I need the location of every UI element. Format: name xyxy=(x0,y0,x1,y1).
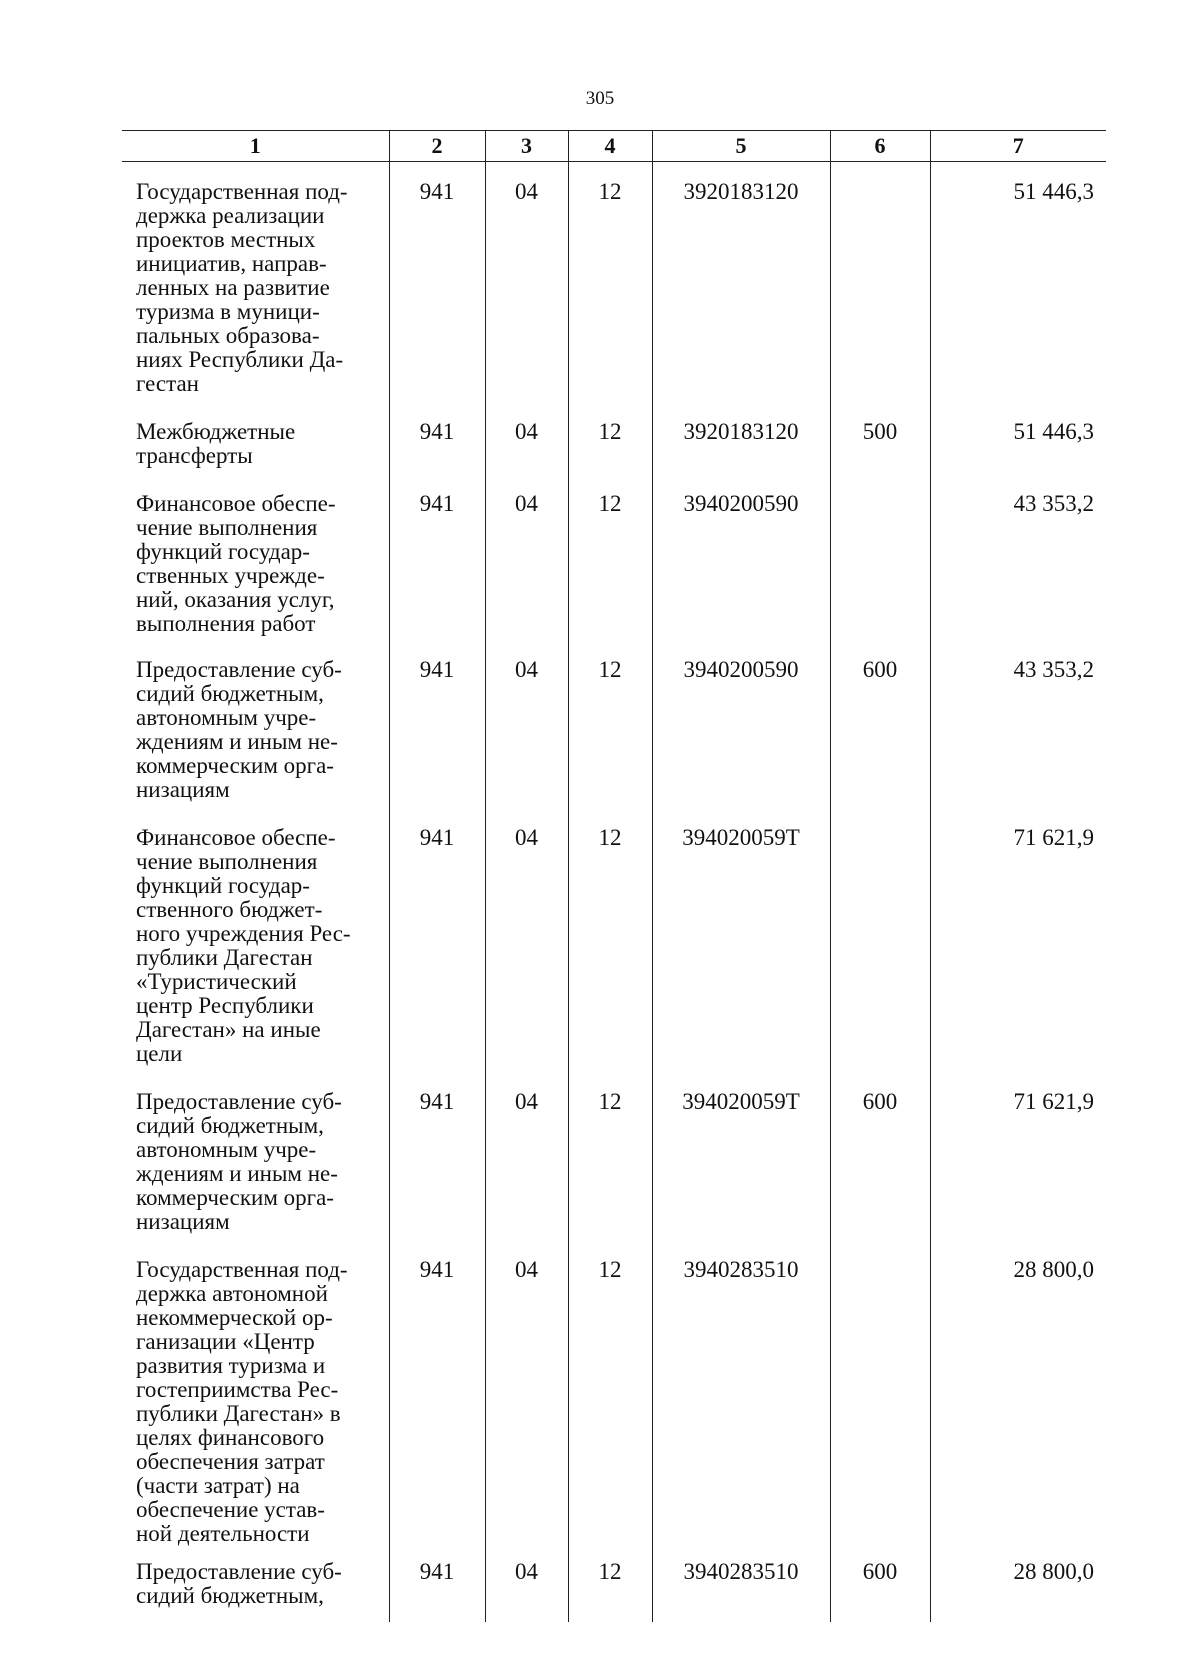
cell-amount: 28 800,0 xyxy=(930,1248,1106,1560)
cell-amount: 51 446,3 xyxy=(930,410,1106,482)
table-row xyxy=(122,650,1106,816)
cell-subsection: 12 xyxy=(568,1080,652,1248)
cell-ministry-code: 941 xyxy=(389,1080,485,1248)
cell-name: Финансовое обеспе- чение выполнения функций государ- ственного бюджет- ного учреждения Рес- публики Дагестан «Туристический центр Республики Дагестан» на иные цели xyxy=(136,825,351,1066)
cell-section: 04 xyxy=(485,162,568,411)
cell-section: 04 xyxy=(485,410,568,482)
cell-expense-type: 600 xyxy=(830,1080,930,1248)
header-col-6: 6 xyxy=(830,131,930,162)
cell-name: Финансовое обеспе- чение выполнения функций государ- ственных учрежде- ний, оказания услуг, выполнения работ xyxy=(136,491,336,636)
cell-section: 04 xyxy=(485,650,568,816)
cell-name: Предоставление суб- сидий бюджетным, xyxy=(136,1559,342,1608)
cell-subsection: 12 xyxy=(568,1560,652,1622)
cell-ministry-code: 941 xyxy=(389,1560,485,1622)
cell-section: 04 xyxy=(485,1560,568,1622)
table-header xyxy=(122,131,1106,162)
cell-ministry-code: 941 xyxy=(389,482,485,650)
header-col-2: 2 xyxy=(389,131,485,162)
table-body xyxy=(122,162,1106,1623)
cell-amount: 28 800,0 xyxy=(930,1560,1106,1622)
cell-ministry-code: 941 xyxy=(389,650,485,816)
cell-section: 04 xyxy=(485,1080,568,1248)
table-row xyxy=(122,482,1106,650)
cell-amount: 71 621,9 xyxy=(930,816,1106,1080)
budget-table xyxy=(122,130,1106,1622)
cell-section: 04 xyxy=(485,482,568,650)
cell-amount: 43 353,2 xyxy=(930,650,1106,816)
table-row xyxy=(122,1080,1106,1248)
header-col-5: 5 xyxy=(652,131,830,162)
cell-target-article: 3940200590 xyxy=(652,650,830,816)
cell-subsection: 12 xyxy=(568,482,652,650)
cell-name: Предоставление суб- сидий бюджетным, автономным учре- ждениям и иным не- коммерческим орга- низациям xyxy=(136,657,342,802)
header-col-4: 4 xyxy=(568,131,652,162)
cell-section: 04 xyxy=(485,816,568,1080)
cell-subsection: 12 xyxy=(568,162,652,411)
cell-subsection: 12 xyxy=(568,1248,652,1560)
table-row xyxy=(122,410,1106,482)
table-row xyxy=(122,162,1106,411)
cell-section: 04 xyxy=(485,1248,568,1560)
cell-name: Государственная под- держка автономной некоммерческой ор- ганизации «Центр развития туризма и гостеприимства Рес- публики Дагестан» в целях финансового обеспечения затрат (части затрат) на обеспечение устав- ной деятельности xyxy=(136,1257,348,1546)
header-col-7: 7 xyxy=(930,131,1106,162)
cell-expense-type: 600 xyxy=(830,650,930,816)
cell-target-article: 3920183120 xyxy=(652,410,830,482)
cell-name: Предоставление суб- сидий бюджетным, автономным учре- ждениям и иным не- коммерческим орга- низациям xyxy=(136,1089,342,1234)
cell-subsection: 12 xyxy=(568,410,652,482)
header-col-1: 1 xyxy=(122,131,389,162)
table-row xyxy=(122,816,1106,1080)
cell-name: Государственная под- держка реализации проектов местных инициатив, направ- ленных на развитие туризма в муници- пальных образова- ниях Республики Да- гестан xyxy=(136,179,348,396)
cell-target-article: 394020059Т xyxy=(652,816,830,1080)
cell-ministry-code: 941 xyxy=(389,410,485,482)
cell-expense-type xyxy=(830,1248,930,1560)
cell-subsection: 12 xyxy=(568,650,652,816)
cell-expense-type xyxy=(830,816,930,1080)
cell-expense-type xyxy=(830,162,930,411)
cell-expense-type: 500 xyxy=(830,410,930,482)
cell-target-article: 394020059Т xyxy=(652,1080,830,1248)
page-number: 305 xyxy=(585,88,615,109)
cell-target-article: 3940200590 xyxy=(652,482,830,650)
cell-subsection: 12 xyxy=(568,816,652,1080)
cell-amount: 51 446,3 xyxy=(930,162,1106,411)
cell-ministry-code: 941 xyxy=(389,162,485,411)
cell-ministry-code: 941 xyxy=(389,816,485,1080)
cell-target-article: 3940283510 xyxy=(652,1560,830,1622)
header-col-3: 3 xyxy=(485,131,568,162)
cell-name: Межбюджетные трансферты xyxy=(136,419,296,468)
header-row xyxy=(122,131,1106,162)
cell-expense-type xyxy=(830,482,930,650)
table-row xyxy=(122,1560,1106,1622)
cell-ministry-code: 941 xyxy=(389,1248,485,1560)
cell-target-article: 3920183120 xyxy=(652,162,830,411)
cell-target-article: 3940283510 xyxy=(652,1248,830,1560)
cell-expense-type: 600 xyxy=(830,1560,930,1622)
cell-amount: 71 621,9 xyxy=(930,1080,1106,1248)
cell-amount: 43 353,2 xyxy=(930,482,1106,650)
table-row xyxy=(122,1248,1106,1560)
